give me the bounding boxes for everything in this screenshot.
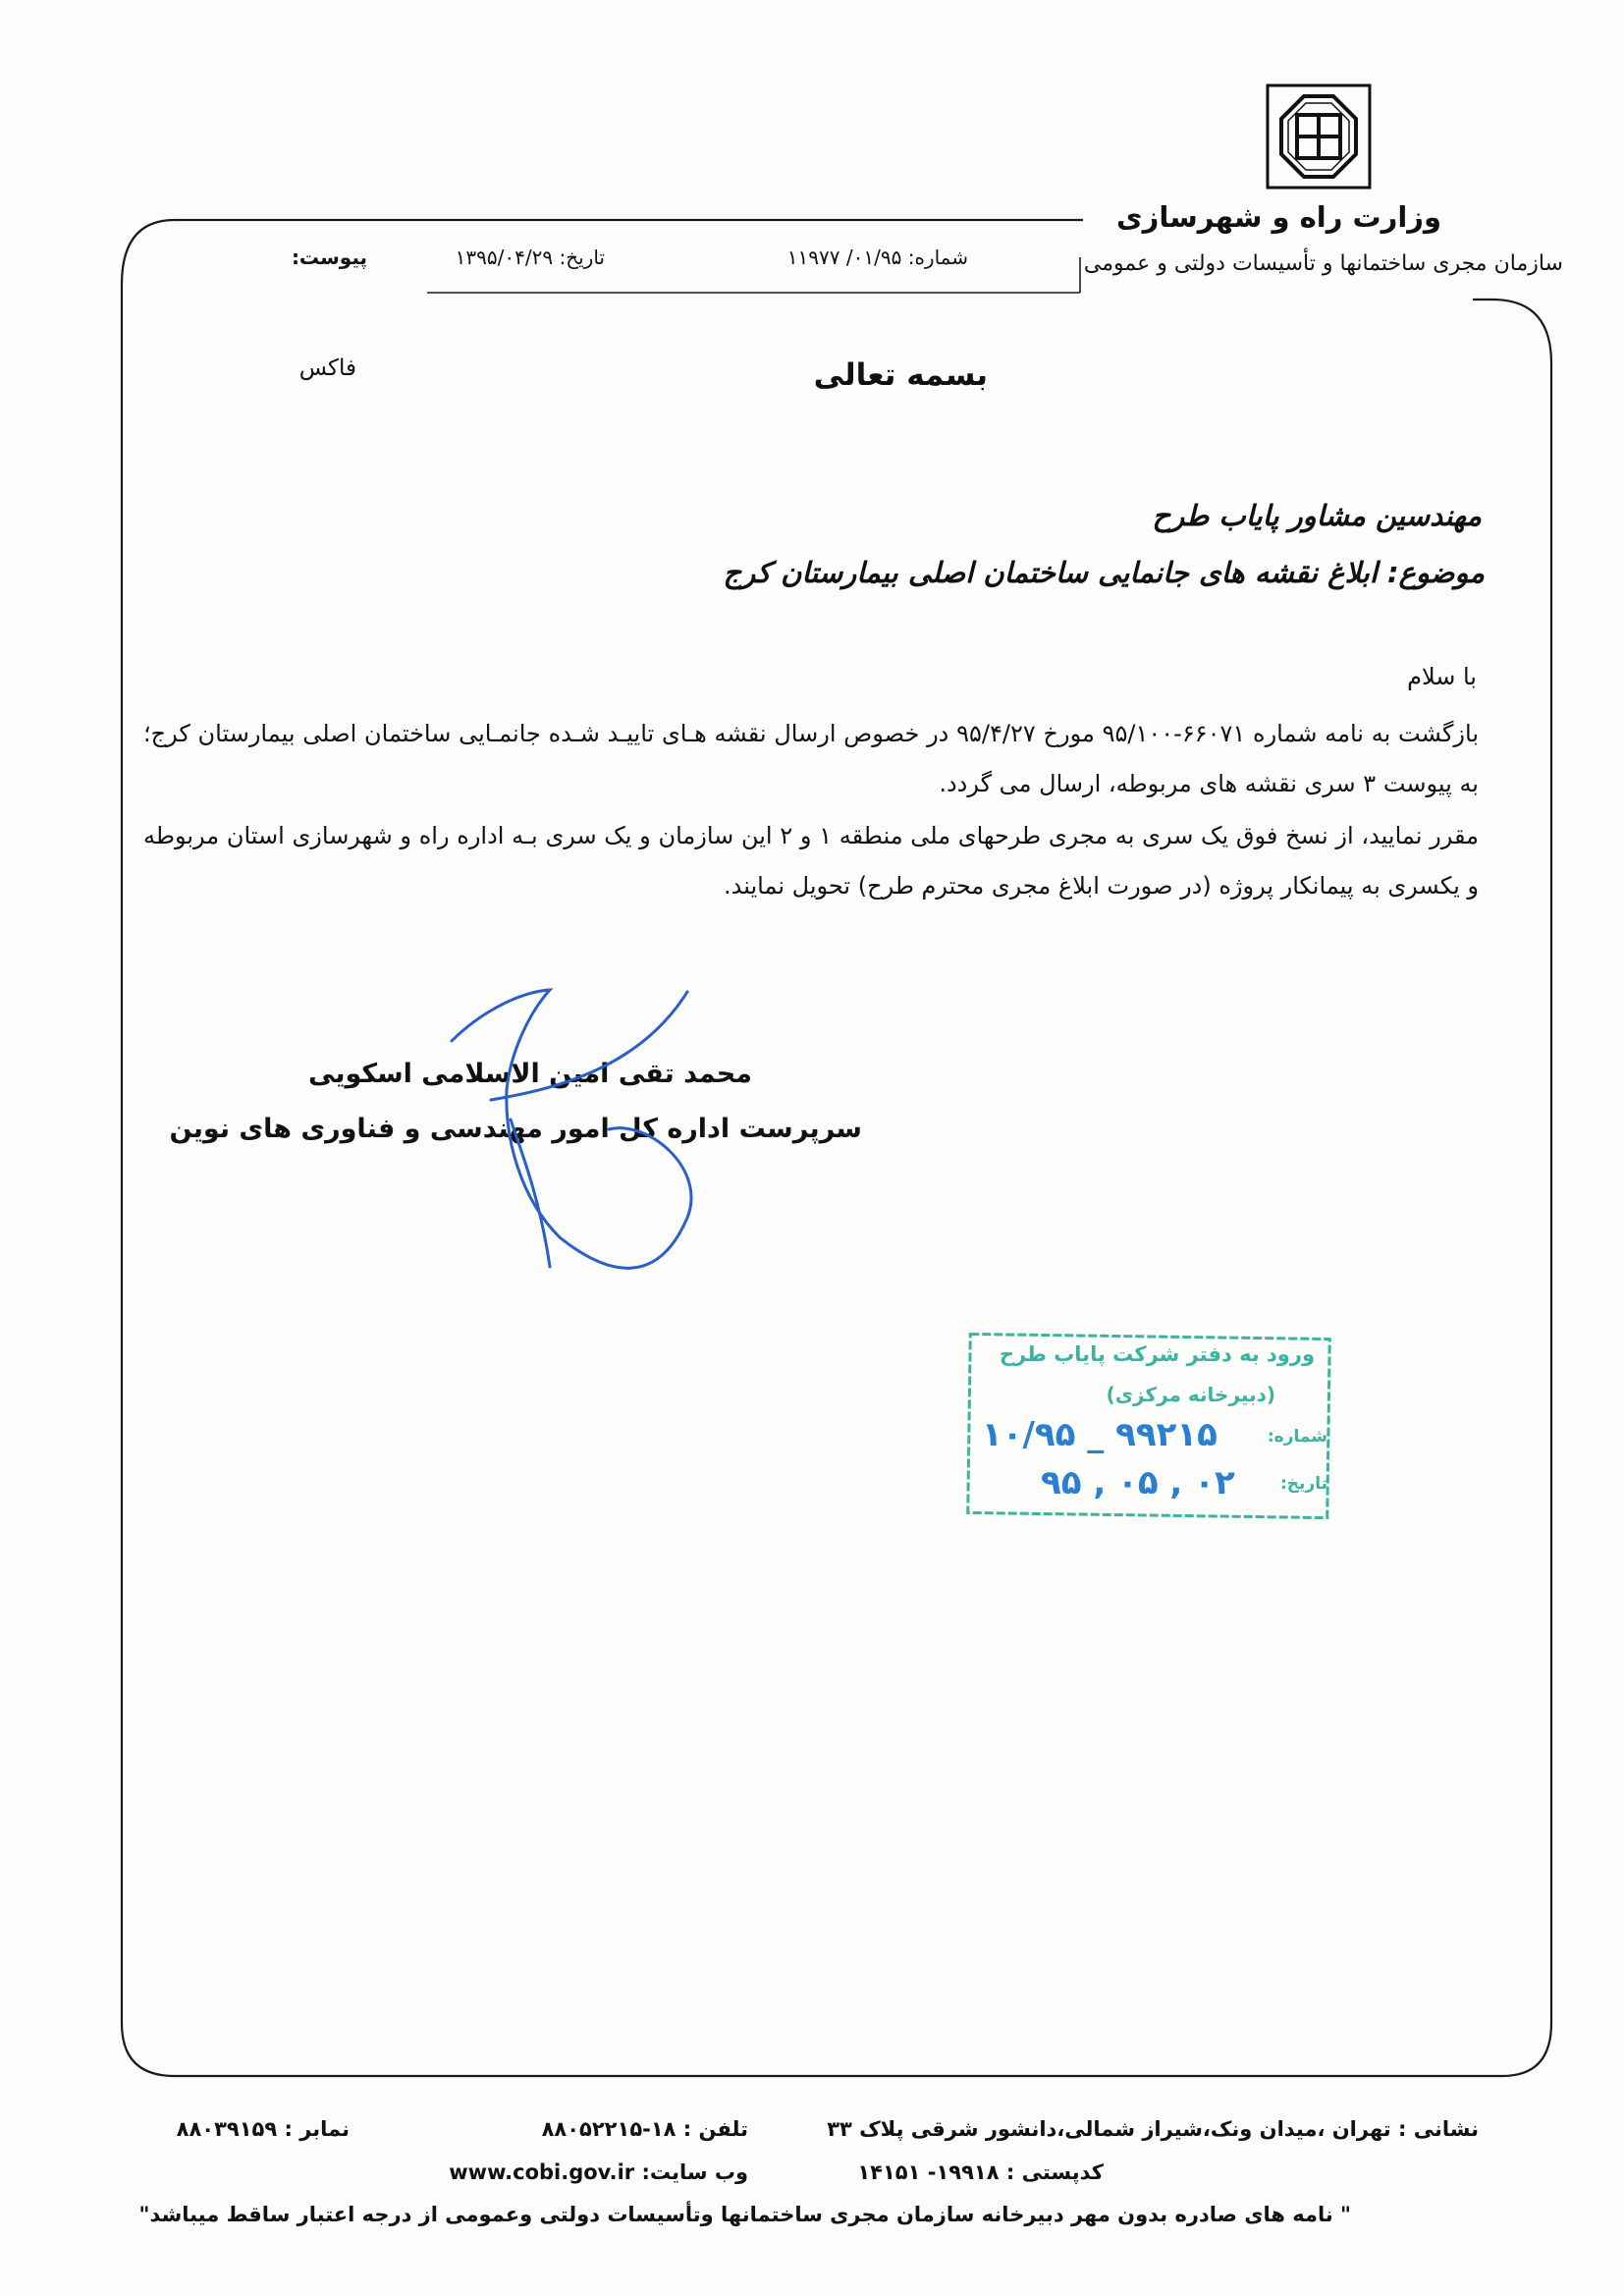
letter-date-label: تاریخ: (559, 246, 605, 269)
stamp-date-value: ۹۵ , ۰۵ , ۰۲ (1041, 1463, 1235, 1503)
ministry-emblem-icon (1265, 82, 1373, 191)
letter-date (456, 246, 605, 269)
footer-postal-code: کدپستی : ۱۹۹۱۸- ۱۴۱۵۱ (857, 2160, 1104, 2184)
body-paragraph-2: مقرر نمایید، از نسخ فوق یک سری به مجری طرحهای ملی منطقه ۱ و ۲ این سازمان و یک سری بـه اداره راه و شهرسازی استان مربوطه و یکسری به پیمانکار پروژه (در صورت ابلاغ مجری محترم طرح) تحویل نمایند. (143, 822, 1479, 900)
stamp-number-value: ۱۰/۹۵ _ ۹۹۲۱۵ (982, 1415, 1218, 1454)
handwritten-signature (412, 972, 727, 1306)
ministry-name: وزارت راه و شهرسازی (1116, 200, 1441, 234)
stamp-date-label: تاریخ: (1280, 1474, 1327, 1494)
letter-number-value: ۰۱/۹۵/ ۱۱۹۷۷ (786, 246, 902, 269)
letter-number-label: شماره: (907, 246, 968, 269)
recipient: مهندسین مشاور پایاب طرح (1152, 499, 1482, 532)
body-paragraph-1: بازگشت به نامه شماره ۶۶۰۷۱-۹۵/۱۰۰ مورخ ۹۵/۴/۲۷ در خصوص ارسال نقشه هـای تاییـد شـده جانمـایی ساختمان اصلی بیمارستان کرج؛ به پیوست ۳ سری نقشه های مربوطه، ارسال می گردد. (143, 720, 1480, 797)
signer-name: محمد تقی امین الاسلامی اسکویی (308, 1059, 752, 1089)
fax-label: فاکس (298, 355, 356, 381)
footer-fax: نمابر : ۸۸۰۳۹۱۵۹ (176, 2117, 350, 2141)
footer-address: نشانی : تهران ،میدان ونک،شیراز شمالی،دانشور شرقی پلاک ۳۳ (827, 2117, 1479, 2141)
stamp-number-label: شماره: (1267, 1427, 1327, 1447)
stamp-subtitle: (دبیرخانه مرکزی) (1106, 1383, 1275, 1406)
letter-date-value: ۱۳۹۵/۰۴/۲۹ (455, 246, 554, 269)
footer-phone: تلفن : ۱۸-۸۸۰۵۲۲۱۵ (541, 2117, 748, 2141)
greeting: با سلام (1407, 663, 1477, 690)
invocation: بسمه تعالی (813, 357, 988, 393)
subject-line: موضوع: ابلاغ نقشه های جانمایی ساختمان اصلی بیمارستان کرج (723, 556, 1485, 589)
organization-name: سازمان مجری ساختمانها و تأسیسات دولتی و عمومی (1083, 251, 1563, 276)
attachment-label: پیوست: (291, 246, 367, 269)
footer-disclaimer: " نامه های صادره بدون مهر دبیرخانه سازمان مجری ساختمانها وتأسیسات دولتی وعمومی از درجه اعتبار ساقط میباشد" (138, 2203, 1351, 2226)
stamp-title: ورود به دفتر شرکت پایاب طرح (999, 1342, 1315, 1366)
signer-title: سرپرست اداره کل امور مهندسی و فناوری های نوین (169, 1114, 862, 1144)
letter-number (787, 246, 968, 269)
footer-website: وب سایت: www.cobi.gov.ir (449, 2160, 748, 2184)
